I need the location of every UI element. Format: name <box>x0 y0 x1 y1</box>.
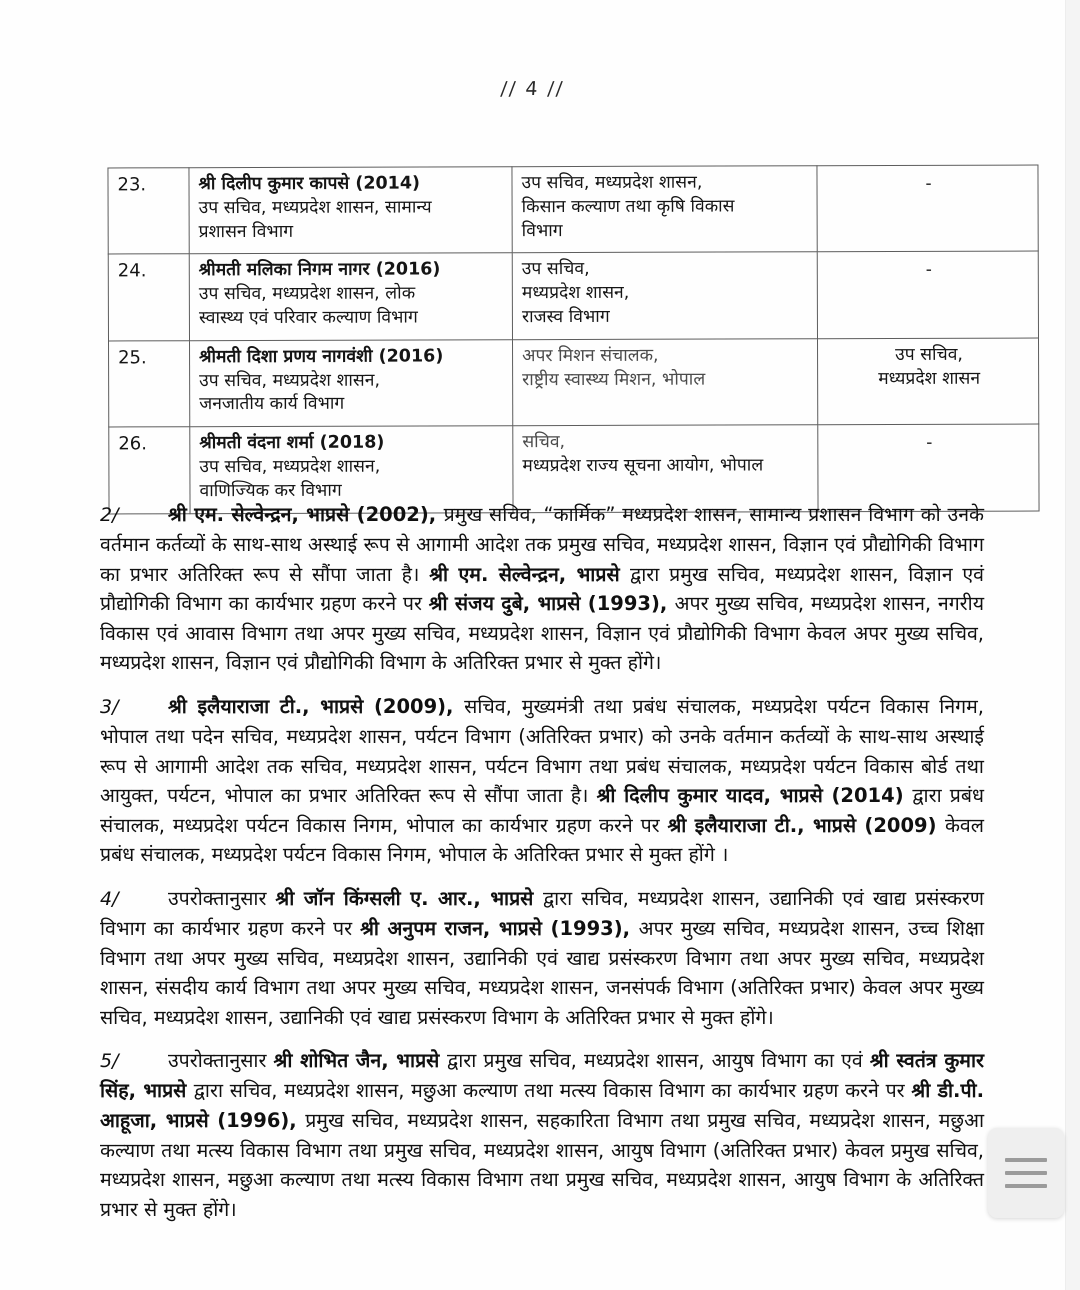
new-posting-cell <box>512 252 817 339</box>
officer-name: श्रीमती दिशा प्रणय नागवंशी (2016) <box>199 346 444 367</box>
current-posting-line-1: उप सचिव, मध्यप्रदेश शासन, लोक <box>198 283 416 305</box>
table-row <box>108 251 1038 340</box>
new-posting-line-3: विभाग <box>521 220 563 241</box>
new-posting-line-2: किसान कल्याण तथा कृषि विकास <box>521 196 735 217</box>
order-body <box>100 500 984 1238</box>
additional-charge-cell <box>817 338 1038 425</box>
additional-charge-value: - <box>925 173 932 194</box>
officer-name: श्रीमती वंदना शर्मा (2018) <box>199 432 385 454</box>
new-posting-line-2: राष्ट्रीय स्वास्थ्य मिशन, भोपाल <box>522 369 706 390</box>
new-posting-line-1: उप सचिव, <box>521 259 590 280</box>
paragraph-4 <box>100 884 984 1032</box>
paragraph-3 <box>100 692 984 870</box>
table-row <box>108 165 1038 254</box>
additional-charge-line-2: मध्यप्रदेश शासन <box>878 368 981 389</box>
officer-name-cell <box>189 167 512 254</box>
paragraph-text: उपरोक्तानुसार श्री शोभित जैन, भाप्रसे द्वारा प्रमुख सचिव, मध्यप्रदेश शासन, आयुष विभाग का एवं श्री स्वतंत्र कुमार सिंह, भाप्रसे द्वारा सचिव, मध्यप्रदेश शासन, मछुआ कल्याण तथा मत्स्य विकास विभाग का कार्यभार ग्रहण करने पर श्री डी.पी. आहूजा, भाप्रसे (1996), प्रमुख सचिव, मध्यप्रदेश शासन, सहकारिता विभाग तथा प्रमुख सचिव, मध्यप्रदेश शासन, मछुआ कल्याण तथा मत्स्य विकास विभाग तथा प्रमुख सचिव, मध्यप्रदेश शासन, आयुष विभाग (अतिरिक्त प्रभार) केवल प्रमुख सचिव, मध्यप्रदेश शासन, मछुआ कल्याण तथा मत्स्य विकास विभाग तथा प्रमुख सचिव, मध्यप्रदेश शासन, आयुष विभाग के अतिरिक्त प्रभार से मुक्त होंगे। <box>100 1049 985 1221</box>
row-serial-cell <box>108 168 189 255</box>
officer-name: श्रीमती मलिका निगम नागर (2016) <box>198 259 441 281</box>
officer-name: श्री दिलीप कुमार कापसे (2014) <box>198 173 421 195</box>
menu-bar-3 <box>1005 1184 1047 1188</box>
new-posting-cell <box>513 339 818 426</box>
current-posting-line-1: उप सचिव, मध्यप्रदेश शासन, सामान्य <box>198 197 432 218</box>
new-posting-line-1: उप सचिव, मध्यप्रदेश शासन, <box>521 172 703 194</box>
paragraph-marker: 3/ <box>100 696 119 718</box>
serial-number: 24. <box>117 260 147 282</box>
page-number-marker: // 4 // <box>499 78 566 100</box>
serial-number: 26. <box>118 433 148 455</box>
paragraph-2 <box>100 500 984 678</box>
paragraph-text: श्री इलैयाराजा टी., भाप्रसे (2009), सचिव, मुख्यमंत्री तथा प्रबंध संचालक, मध्यप्रदेश पर्यटन विकास निगम, भोपाल तथा पदेन सचिव, मध्यप्रदेश शासन, पर्यटन विभाग (अतिरिक्त प्रभार) को उनके वर्तमान कर्तव्यों के साथ-साथ अस्थाई रूप से आगामी आदेश तक सचिव, मध्यप्रदेश शासन, पर्यटन विभाग तथा प्रबंध संचालक, मध्यप्रदेश पर्यटन विकास बोर्ड तथा आयुक्त, पर्यटन, भोपाल का प्रभार अतिरिक्त रूप से सौंपा जाता है। श्री दिलीप कुमार यादव, भाप्रसे (2014) द्वारा प्रबंध संचालक, मध्यप्रदेश पर्यटन विकास निगम, भोपाल का कार्यभार ग्रहण करने पर श्री इलैयाराजा टी., भाप्रसे (2009) केवल प्रबंध संचालक, मध्यप्रदेश पर्यटन विकास निगम, भोपाल के अतिरिक्त प्रभार से मुक्त होंगे । <box>100 695 984 867</box>
current-posting-line-1: उप सचिव, मध्यप्रदेश शासन, <box>199 456 381 478</box>
current-posting-line-2: स्वास्थ्य एवं परिवार कल्याण विभाग <box>198 307 418 329</box>
serial-number: 23. <box>117 174 147 196</box>
current-posting-line-2: प्रशासन विभाग <box>198 221 294 242</box>
officer-name-cell <box>189 253 512 340</box>
menu-bar-2 <box>1005 1171 1047 1175</box>
new-posting-line-1: अपर मिशन संचालक, <box>522 345 659 366</box>
new-posting-line-2: मध्यप्रदेश राज्य सूचना आयोग, भोपाल <box>522 455 764 477</box>
officer-transfer-table <box>107 165 1039 514</box>
new-posting-line-3: राजस्व विभाग <box>521 306 610 328</box>
additional-charge-cell <box>817 165 1038 252</box>
table-body <box>108 165 1039 513</box>
new-posting-line-2: मध्यप्रदेश शासन, <box>521 283 630 304</box>
officer-name-cell <box>190 339 513 426</box>
row-serial-cell <box>109 340 190 427</box>
menu-bar-1 <box>1005 1158 1047 1162</box>
additional-charge-value: - <box>925 260 932 281</box>
serial-number: 25. <box>118 347 147 369</box>
new-posting-cell <box>512 166 817 253</box>
new-posting-line-1: सचिव, <box>522 432 566 453</box>
current-posting-line-1: उप सचिव, मध्यप्रदेश शासन, <box>199 370 381 391</box>
table-row <box>109 338 1039 427</box>
hamburger-menu-icon[interactable] <box>988 1128 1064 1218</box>
paragraph-marker: 4/ <box>100 888 119 910</box>
viewer-right-gutter <box>1065 0 1080 1290</box>
additional-charge-line-1: उप सचिव, <box>895 344 964 365</box>
paragraph-marker: 2/ <box>100 504 119 526</box>
additional-charge-value: - <box>926 433 933 454</box>
current-posting-line-2: वाणिज्यिक कर विभाग <box>199 480 342 501</box>
additional-charge-cell <box>818 424 1039 511</box>
paragraph-5 <box>100 1046 984 1224</box>
row-serial-cell <box>108 254 189 341</box>
paragraph-text: उपरोक्तानुसार श्री जॉन किंग्सली ए. आर., भाप्रसे द्वारा सचिव, मध्यप्रदेश शासन, उद्यानिकी एवं खाद्य प्रसंस्करण विभाग का कार्यभार ग्रहण करने पर श्री अनुपम राजन, भाप्रसे (1993), अपर मुख्य सचिव, मध्यप्रदेश शासन, उच्च शिक्षा विभाग तथा अपर मुख्य सचिव, मध्यप्रदेश शासन, उद्यानिकी एवं खाद्य प्रसंस्करण विभाग तथा अपर मुख्य सचिव, मध्यप्रदेश शासन, संसदीय कार्य विभाग तथा अपर मुख्य सचिव, मध्यप्रदेश शासन, जनसंपर्क विभाग (अतिरिक्त प्रभार) केवल अपर मुख्य सचिव, मध्यप्रदेश शासन, उद्यानिकी एवं खाद्य प्रसंस्करण विभाग के अतिरिक्त प्रभार से मुक्त होंगे। <box>100 887 985 1029</box>
paragraph-text: श्री एम. सेल्वेन्द्रन, भाप्रसे (2002), प्रमुख सचिव, “कार्मिक” मध्यप्रदेश शासन, सामान्य प्रशासन विभाग को उनके वर्तमान कर्तव्यों के साथ-साथ अस्थाई रूप से आगामी आदेश तक प्रमुख सचिव, मध्यप्रदेश शासन, विज्ञान एवं प्रौद्योगिकी विभाग का प्रभार अतिरिक्त रूप से सौंपा जाता है। श्री एम. सेल्वेन्द्रन, भाप्रसे द्वारा प्रमुख सचिव, मध्यप्रदेश शासन, विज्ञान एवं प्रौद्योगिकी विभाग का कार्यभार ग्रहण करने पर श्री संजय दुबे, भाप्रसे (1993), अपर मुख्य सचिव, मध्यप्रदेश शासन, नगरीय विकास एवं आवास विभाग तथा अपर मुख्य सचिव, मध्यप्रदेश शासन, विज्ञान एवं प्रौद्योगिकी विभाग केवल अपर मुख्य सचिव, मध्यप्रदेश शासन, विज्ञान एवं प्रौद्योगिकी विभाग के अतिरिक्त प्रभार से मुक्त होंगे। <box>100 503 985 675</box>
additional-charge-cell <box>817 251 1038 338</box>
current-posting-line-2: जनजातीय कार्य विभाग <box>199 394 345 415</box>
paragraph-marker: 5/ <box>100 1050 119 1073</box>
